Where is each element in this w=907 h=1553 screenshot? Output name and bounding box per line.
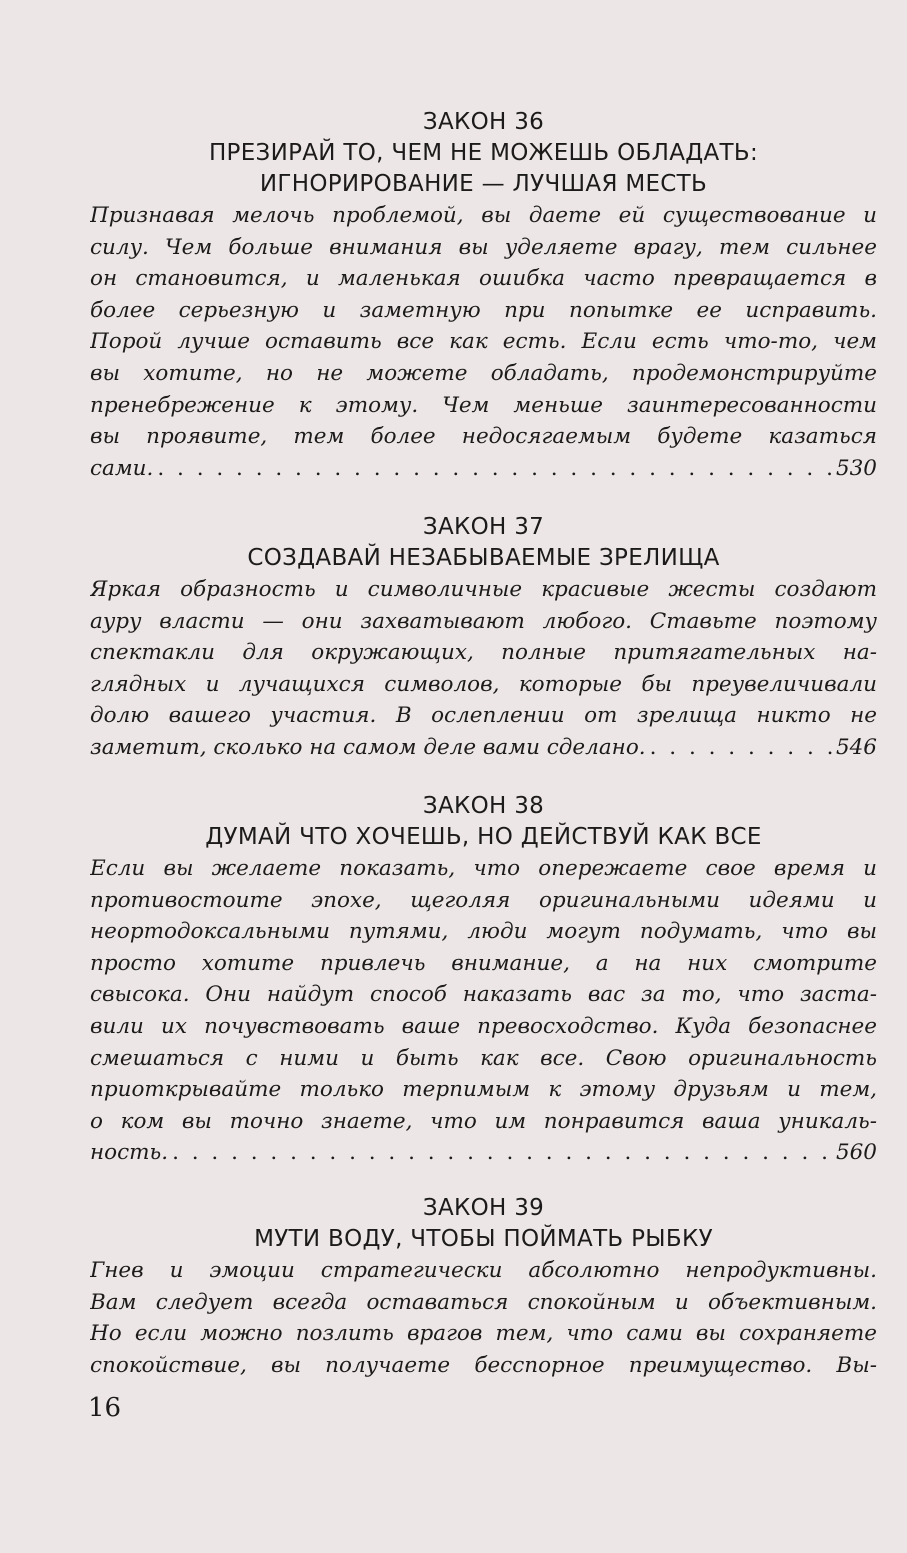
toc-entry-line — [90, 732, 877, 764]
body-line: Вам следует всегда оставаться спокойным и объективным. — [90, 1289, 877, 1315]
page-number: 16 — [88, 1393, 122, 1423]
body-line: свысока. Они найдут способ наказать вас за то, что заста- — [90, 982, 877, 1008]
body-line: смешаться с ними и быть как все. Свою оригинальность — [90, 1045, 877, 1071]
body-line: вы проявите, тем более недосягаемым будете казаться — [90, 424, 877, 450]
body-line: приоткрывайте только терпимым к этому друзьям и тем, — [90, 1077, 877, 1103]
law-36-section — [90, 107, 877, 484]
toc-page-number: 546 — [835, 734, 877, 760]
body-line: Порой лучше оставить все как есть. Если есть что-то, чем — [90, 329, 877, 355]
body-line: вили их почувствовать ваше превосходство. Куда безопаснее — [90, 1013, 877, 1039]
body-line-end: ность. — [90, 1140, 169, 1166]
body-line: более серьезную и заметную при попытке ее исправить. — [90, 297, 877, 323]
law-number: ЗАКОН 39 — [422, 1195, 545, 1221]
body-line: вы хотите, но не можете обладать, продемонстрируйте — [90, 360, 877, 386]
toc-entry-line — [90, 1137, 877, 1169]
body-line: пренебрежение к этому. Чем меньше заинтересованности — [90, 392, 877, 418]
law-title: МУТИ ВОДУ, ЧТОБЫ ПОЙМАТЬ РЫБКУ — [254, 1226, 713, 1252]
law-number: ЗАКОН 36 — [422, 109, 545, 135]
law-subtitle: ИГНОРИРОВАНИЕ — ЛУЧШАЯ МЕСТЬ — [259, 171, 708, 197]
body-line: глядных и лучащихся символов, которые бы преувеличивали — [90, 671, 877, 697]
body-line: спокойствие, вы получаете бесспорное преимущество. Вы- — [90, 1352, 877, 1378]
body-line: Гнев и эмоции стратегически абсолютно непродуктивны. — [90, 1258, 877, 1283]
body-line: силу. Чем больше внимания вы уделяете врагу, тем сильнее — [90, 234, 877, 260]
body-line: Признавая мелочь проблемой, вы даете ей существование и — [90, 203, 877, 228]
body-line: Но если можно позлить врагов тем, что сами вы сохраняете — [90, 1321, 877, 1347]
law-number: ЗАКОН 38 — [422, 793, 545, 819]
body-line: неортодоксальными путями, люди могут подумать, что вы — [90, 919, 877, 945]
dot-leader — [168, 1137, 836, 1169]
dot-leader — [646, 732, 836, 764]
toc-page-number: 530 — [835, 455, 877, 481]
law-38-section — [90, 791, 877, 1169]
body-line: о ком вы точно знаете, что им понравится ваша уникаль- — [90, 1108, 877, 1134]
body-line-end: заметит, сколько на самом деле вами сделано. — [90, 734, 646, 760]
law-title: СОЗДАВАЙ НЕЗАБЫВАЕМЫЕ ЗРЕЛИЩА — [247, 545, 720, 571]
toc-entry-line — [90, 453, 877, 485]
body-line: ауру власти — они захватывают любого. Ставьте поэтому — [90, 608, 877, 634]
body-line: долю вашего участия. В ослеплении от зрелища никто не — [90, 703, 877, 729]
body-line: просто хотите привлечь внимание, а на них смотрите — [90, 950, 877, 976]
body-line: противостоите эпохе, щеголяя оригинальными идеями и — [90, 887, 877, 913]
law-37-section — [90, 512, 877, 764]
body-line: Если вы желаете показать, что опережаете свое время и — [90, 856, 877, 881]
law-39-section — [90, 1193, 877, 1381]
body-line: он становится, и маленькая ошибка часто превращается в — [90, 266, 877, 292]
body-line: спектакли для окружающих, полные притягательных на- — [90, 640, 877, 666]
body-line-end: сами. — [90, 455, 154, 481]
body-line: Яркая образность и символичные красивые жесты создают — [90, 577, 877, 602]
law-title: ДУМАЙ ЧТО ХОЧЕШЬ, НО ДЕЙСТВУЙ КАК ВСЕ — [205, 824, 762, 850]
dot-leader — [153, 453, 836, 485]
law-title: ПРЕЗИРАЙ ТО, ЧЕМ НЕ МОЖЕШЬ ОБЛАДАТЬ: — [208, 140, 759, 166]
law-number: ЗАКОН 37 — [422, 514, 545, 540]
toc-page-number: 560 — [835, 1140, 877, 1166]
